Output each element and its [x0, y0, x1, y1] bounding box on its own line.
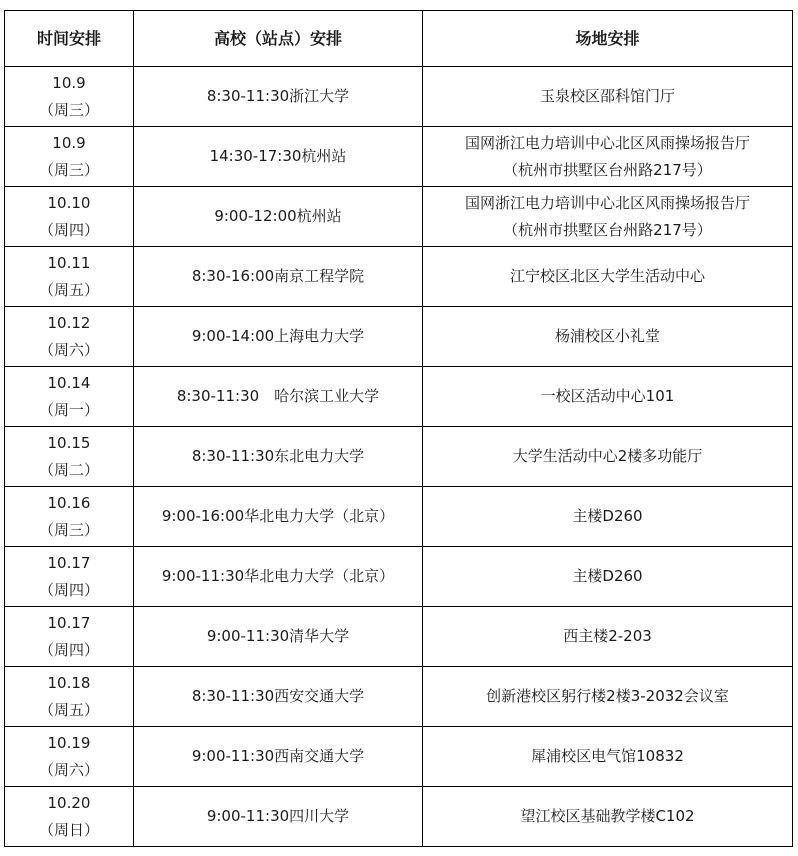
venue-text: （杭州市拱墅区台州路217号）: [503, 160, 712, 179]
venue-cell: [423, 307, 793, 367]
table-row: [5, 667, 793, 727]
venue-text: 大学生活动中心2楼多功能厅: [512, 447, 703, 465]
weekday-text: （周五）: [38, 700, 99, 719]
weekday-text: （周日）: [38, 820, 99, 839]
table-row: [5, 607, 793, 667]
time-cell: [5, 727, 134, 787]
time-cell: [5, 607, 134, 667]
time-cell: [5, 787, 134, 847]
date-text: 10.10: [47, 193, 91, 212]
time-cell: [5, 307, 134, 367]
time-cell: [5, 487, 134, 547]
date-text: 10.18: [47, 673, 91, 692]
date-text: 10.12: [47, 313, 91, 332]
venue-text: 国网浙江电力培训中心北区风雨操场报告厅: [464, 193, 750, 212]
school-cell: 8:30-11:30西安交通大学: [134, 667, 423, 727]
header-venue: 场地安排: [423, 11, 793, 67]
weekday-text: （周一）: [38, 400, 99, 419]
date-text: 10.9: [52, 73, 86, 92]
school-cell: 9:00-11:30华北电力大学（北京）: [134, 547, 423, 607]
schedule-table: [4, 10, 793, 847]
date-text: 10.15: [47, 433, 91, 452]
date-text: 10.11: [47, 253, 91, 272]
venue-text: 望江校区基础教学楼C102: [520, 807, 695, 825]
table-row: [5, 367, 793, 427]
time-cell: [5, 367, 134, 427]
header-time: 时间安排: [5, 11, 134, 67]
time-cell: [5, 547, 134, 607]
venue-text: 西主楼2-203: [563, 627, 652, 645]
time-cell: [5, 427, 134, 487]
school-cell: 9:00-11:30西南交通大学: [134, 727, 423, 787]
weekday-text: （周二）: [38, 460, 99, 479]
school-cell: 8:30-11:30浙江大学: [134, 67, 423, 127]
time-cell: [5, 247, 134, 307]
venue-cell: [423, 67, 793, 127]
date-text: 10.16: [47, 493, 91, 512]
table-row: [5, 427, 793, 487]
table-row: [5, 727, 793, 787]
venue-text: 国网浙江电力培训中心北区风雨操场报告厅: [464, 133, 750, 152]
school-cell: 8:30-11:30 哈尔滨工业大学: [134, 367, 423, 427]
school-cell: 8:30-16:00南京工程学院: [134, 247, 423, 307]
table-row: [5, 487, 793, 547]
school-cell: 14:30-17:30杭州站: [134, 127, 423, 187]
weekday-text: （周四）: [38, 580, 99, 599]
time-cell: [5, 67, 134, 127]
venue-cell: [423, 427, 793, 487]
date-text: 10.17: [47, 613, 91, 632]
venue-cell: [423, 187, 793, 247]
school-cell: 8:30-11:30东北电力大学: [134, 427, 423, 487]
school-cell: 9:00-16:00华北电力大学（北京）: [134, 487, 423, 547]
venue-cell: [423, 607, 793, 667]
school-cell: 9:00-12:00杭州站: [134, 187, 423, 247]
school-cell: 9:00-14:00上海电力大学: [134, 307, 423, 367]
weekday-text: （周六）: [38, 340, 99, 359]
table-row: [5, 547, 793, 607]
venue-text: 犀浦校区电气馆10832: [531, 747, 684, 765]
header-row: [5, 11, 793, 67]
date-text: 10.14: [47, 373, 91, 392]
table-row: [5, 247, 793, 307]
weekday-text: （周六）: [38, 760, 99, 779]
weekday-text: （周四）: [38, 220, 99, 239]
time-cell: [5, 667, 134, 727]
table-row: [5, 307, 793, 367]
weekday-text: （周三）: [38, 160, 99, 179]
venue-text: 江宁校区北区大学生活动中心: [509, 267, 705, 285]
date-text: 10.17: [47, 553, 91, 572]
weekday-text: （周三）: [38, 520, 99, 539]
venue-cell: [423, 127, 793, 187]
venue-cell: [423, 247, 793, 307]
venue-text: 创新港校区躬行楼2楼3-2032会议室: [486, 687, 729, 705]
date-text: 10.19: [47, 733, 91, 752]
venue-cell: [423, 367, 793, 427]
venue-text: 杨浦校区小礼堂: [554, 327, 660, 345]
venue-text: 玉泉校区邵科馆门厅: [539, 87, 675, 105]
weekday-text: （周四）: [38, 640, 99, 659]
venue-text: 一校区活动中心101: [540, 387, 675, 405]
table-row: [5, 127, 793, 187]
weekday-text: （周三）: [38, 100, 99, 119]
table-row: [5, 787, 793, 847]
weekday-text: （周五）: [38, 280, 99, 299]
table-row: [5, 187, 793, 247]
school-cell: 9:00-11:30四川大学: [134, 787, 423, 847]
venue-text: 主楼D260: [572, 507, 643, 525]
venue-cell: [423, 787, 793, 847]
venue-cell: [423, 727, 793, 787]
header-school: 高校（站点）安排: [134, 11, 423, 67]
school-cell: 9:00-11:30清华大学: [134, 607, 423, 667]
venue-text: （杭州市拱墅区台州路217号）: [503, 220, 712, 239]
venue-cell: [423, 547, 793, 607]
date-text: 10.20: [47, 793, 91, 812]
venue-cell: [423, 487, 793, 547]
table-row: [5, 67, 793, 127]
time-cell: [5, 187, 134, 247]
venue-cell: [423, 667, 793, 727]
schedule-body: [5, 67, 793, 847]
time-cell: [5, 127, 134, 187]
venue-text: 主楼D260: [572, 567, 643, 585]
date-text: 10.9: [52, 133, 86, 152]
